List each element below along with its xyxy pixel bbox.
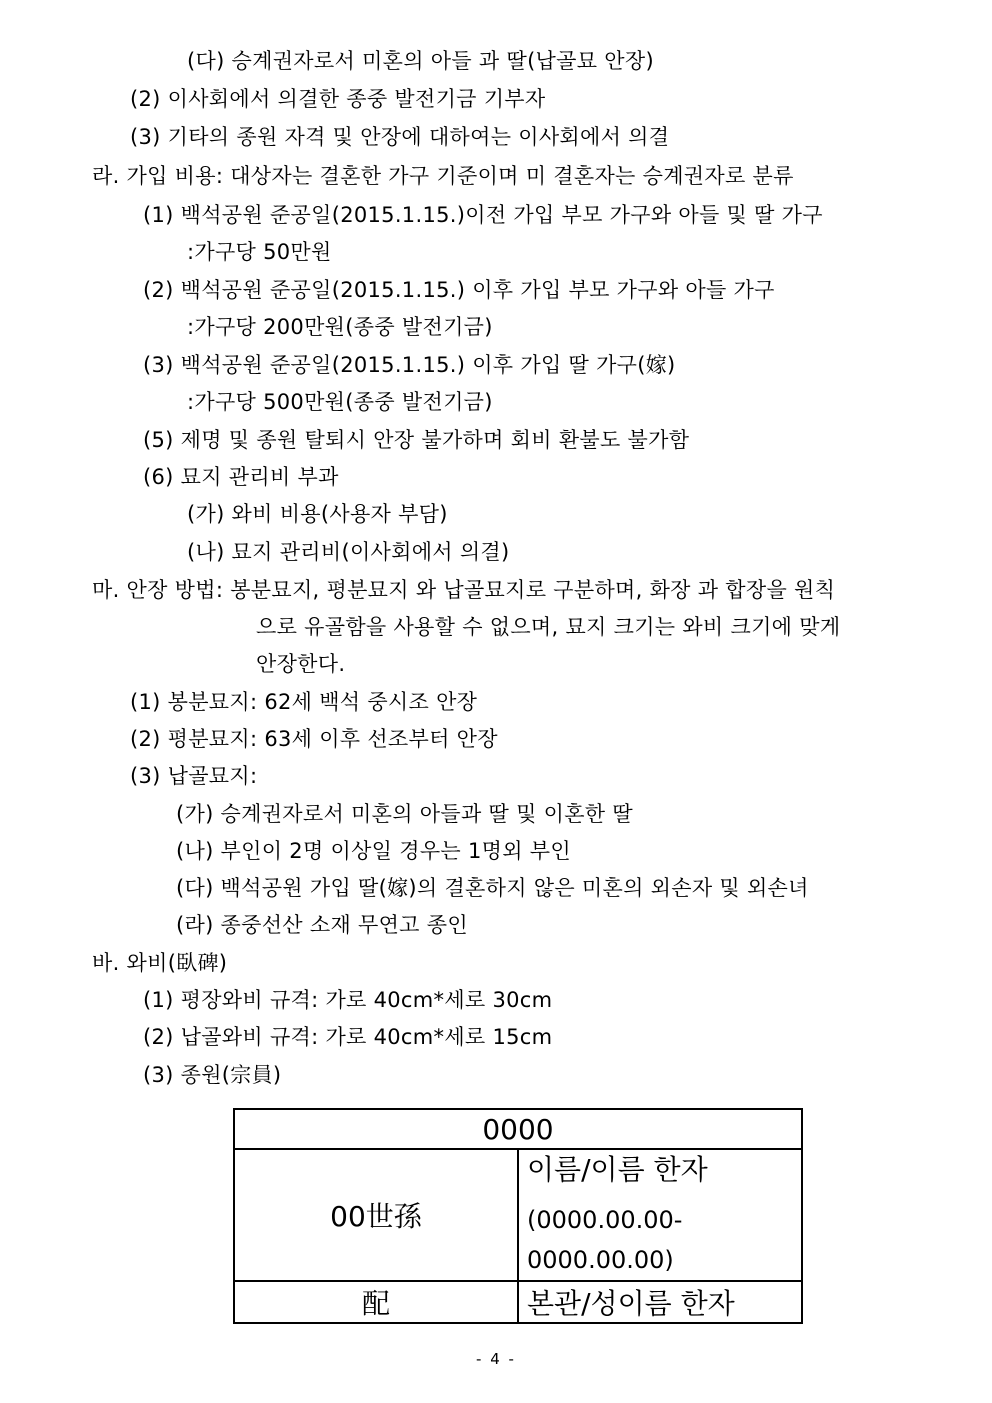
- stone-spouse-value: 본관/성이름 한자: [518, 1281, 802, 1323]
- stone-dates: (0000.00.00-0000.00.00): [527, 1206, 683, 1274]
- gravestone-layout-table: [233, 1108, 803, 1324]
- text-line: (2) 납골와비 규격: 가로 40cm*세로 15cm: [143, 1025, 553, 1049]
- page-number: - 4 -: [476, 1350, 516, 1368]
- text-line: (1) 봉분묘지: 62세 백석 중시조 안장: [130, 690, 478, 714]
- text-line: (1) 평장와비 규격: 가로 40cm*세로 30cm: [143, 988, 553, 1012]
- text-line: (2) 백석공원 준공일(2015.1.15.) 이후 가입 부모 가구와 아들 가구: [143, 278, 775, 302]
- stone-spouse-label: 配: [234, 1281, 518, 1323]
- section-heading-ma: 마. 안장 방법: 봉분묘지, 평분묘지 와 납골묘지로 구분하며, 화장 과 합장을 원칙: [92, 578, 836, 602]
- text-line: :가구당 200만원(종중 발전기금): [187, 315, 493, 339]
- text-line: (1) 백석공원 준공일(2015.1.15.)이전 가입 부모 가구와 아들 및 딸 가구: [143, 203, 823, 227]
- text-line: (나) 부인이 2명 이상일 경우는 1명외 부인: [176, 839, 571, 863]
- text-line: :가구당 50만원: [187, 240, 332, 264]
- text-line: (가) 승계권자로서 미혼의 아들과 딸 및 이혼한 딸: [176, 802, 633, 826]
- text-line: (3) 납골묘지:: [130, 764, 258, 788]
- text-line: (가) 와비 비용(사용자 부담): [187, 502, 448, 526]
- text-line: (5) 제명 및 종원 탈퇴시 안장 불가하며 회비 환불도 불가함: [143, 428, 690, 452]
- text-line: (3) 종원(宗員): [143, 1063, 282, 1087]
- text-line: (라) 종중선산 소재 무연고 종인: [176, 913, 468, 937]
- text-line: (3) 백석공원 준공일(2015.1.15.) 이후 가입 딸 가구(嫁): [143, 353, 676, 377]
- stone-generation: 00世孫: [234, 1149, 518, 1281]
- text-line: (2) 이사회에서 의결한 종중 발전기금 기부자: [130, 87, 546, 111]
- text-line: (다) 백석공원 가입 딸(嫁)의 결혼하지 않은 미혼의 외손자 및 외손녀: [176, 876, 809, 900]
- text-line: :가구당 500만원(종중 발전기금): [187, 390, 493, 414]
- text-line: (3) 기타의 종원 자격 및 안장에 대하여는 이사회에서 의결: [130, 125, 670, 149]
- text-line: (2) 평분묘지: 63세 이후 선조부터 안장: [130, 727, 498, 751]
- stone-name: 이름/이름 한자: [527, 1153, 708, 1186]
- stone-name-cell: [518, 1149, 802, 1281]
- stone-header: 0000: [234, 1109, 802, 1149]
- section-heading-ra: 라. 가입 비용: 대상자는 결혼한 가구 기준이며 미 결혼자는 승계권자로 분류: [92, 164, 794, 188]
- text-line: (나) 묘지 관리비(이사회에서 의결): [187, 540, 510, 564]
- text-line: (다) 승계권자로서 미혼의 아들 과 딸(납골묘 안장): [187, 49, 654, 73]
- text-line: 으로 유골함을 사용할 수 없으며, 묘지 크기는 와비 크기에 맞게: [256, 615, 841, 639]
- text-line: 안장한다.: [256, 652, 346, 676]
- section-heading-ba: 바. 와비(臥碑): [92, 951, 228, 975]
- text-line: (6) 묘지 관리비 부과: [143, 465, 339, 489]
